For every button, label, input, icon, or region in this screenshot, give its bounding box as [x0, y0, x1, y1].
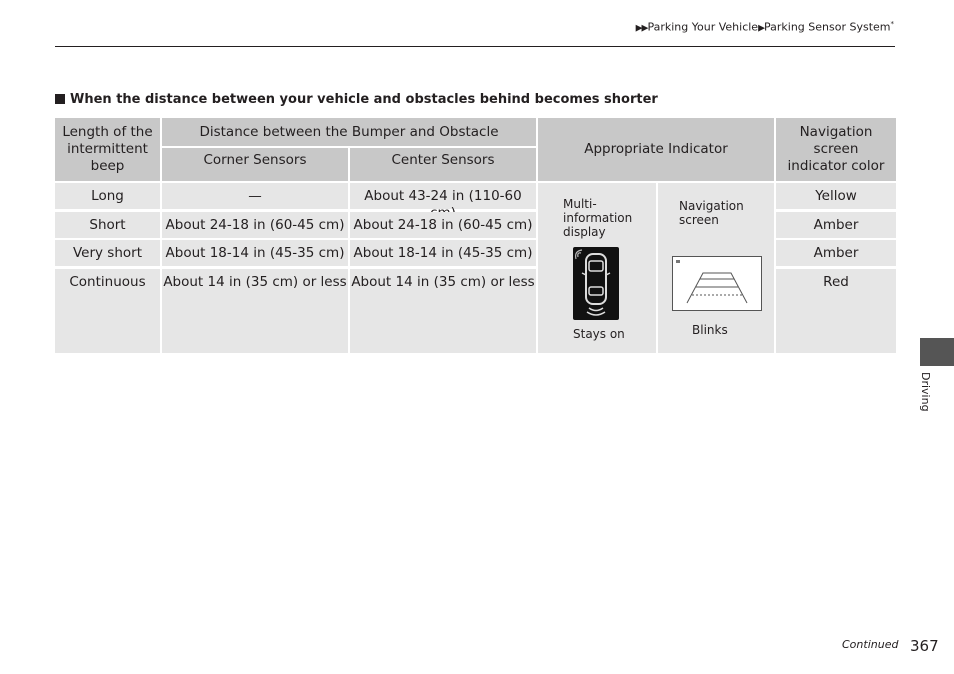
breadcrumb-parking-your-vehicle[interactable]: Parking Your Vehicle: [647, 20, 759, 34]
header-distance: Distance between the Bumper and Obstacle: [162, 118, 536, 146]
breadcrumb: [636, 20, 894, 34]
black-square-icon: [55, 94, 65, 104]
breadcrumb-double-arrow-icon: ▶▶: [635, 23, 648, 34]
nav-screen-label: Navigation screen: [679, 199, 744, 227]
row-short-color: Amber: [776, 212, 896, 238]
row-long-length: Long: [55, 183, 160, 209]
header-center-sensors: Center Sensors: [350, 148, 536, 181]
row-long-corner: —: [162, 183, 348, 209]
chapter-tab[interactable]: [920, 338, 954, 366]
header-beep-length: Length of the intermittent beep: [55, 118, 160, 181]
header-appropriate-indicator: Appropriate Indicator: [538, 118, 774, 181]
header-nav-indicator-color: Navigation screen indicator color: [776, 118, 896, 181]
car-sensor-icon: [573, 247, 619, 320]
header-rule: [55, 46, 895, 47]
nav-screen-caption: Blinks: [692, 323, 728, 337]
breadcrumb-arrow-icon: ▶: [758, 23, 764, 34]
row-very-short-color: Amber: [776, 240, 896, 266]
row-short-length: Short: [55, 212, 160, 238]
row-short-corner: About 24-18 in (60-45 cm): [162, 212, 348, 238]
row-continuous-center: About 14 in (35 cm) or less: [350, 269, 536, 353]
breadcrumb-parking-sensor-system[interactable]: Parking Sensor System: [764, 20, 891, 34]
row-very-short-corner: About 18-14 in (45-35 cm): [162, 240, 348, 266]
row-short-center: About 24-18 in (60-45 cm): [350, 212, 536, 238]
row-very-short-center: About 18-14 in (45-35 cm): [350, 240, 536, 266]
row-very-short-length: Very short: [55, 240, 160, 266]
row-long-center: About 43-24 in (110-60: [350, 183, 536, 209]
section-title-text: When the distance between your vehicle and obstacles behind becomes shorter: [70, 92, 658, 107]
row-continuous-length: Continuous: [55, 269, 160, 353]
row-continuous-color: Red: [776, 269, 896, 353]
continued-label: Continued: [842, 638, 899, 651]
mid-display-caption: Stays on: [573, 327, 625, 341]
section-title: [55, 92, 658, 107]
mid-display-image: [573, 247, 619, 320]
rear-camera-guide-icon: [673, 257, 761, 310]
chapter-tab-label: Driving: [919, 372, 932, 412]
header-corner-sensors: Corner Sensors: [162, 148, 348, 181]
row-long-color: Yellow: [776, 183, 896, 209]
nav-screen-image: [672, 256, 762, 311]
mid-display-label: Multi-information display: [563, 197, 633, 239]
page-number: 367: [910, 637, 939, 655]
optional-feature-mark: *: [890, 20, 894, 28]
row-continuous-corner: About 14 in (35 cm) or less: [162, 269, 348, 353]
